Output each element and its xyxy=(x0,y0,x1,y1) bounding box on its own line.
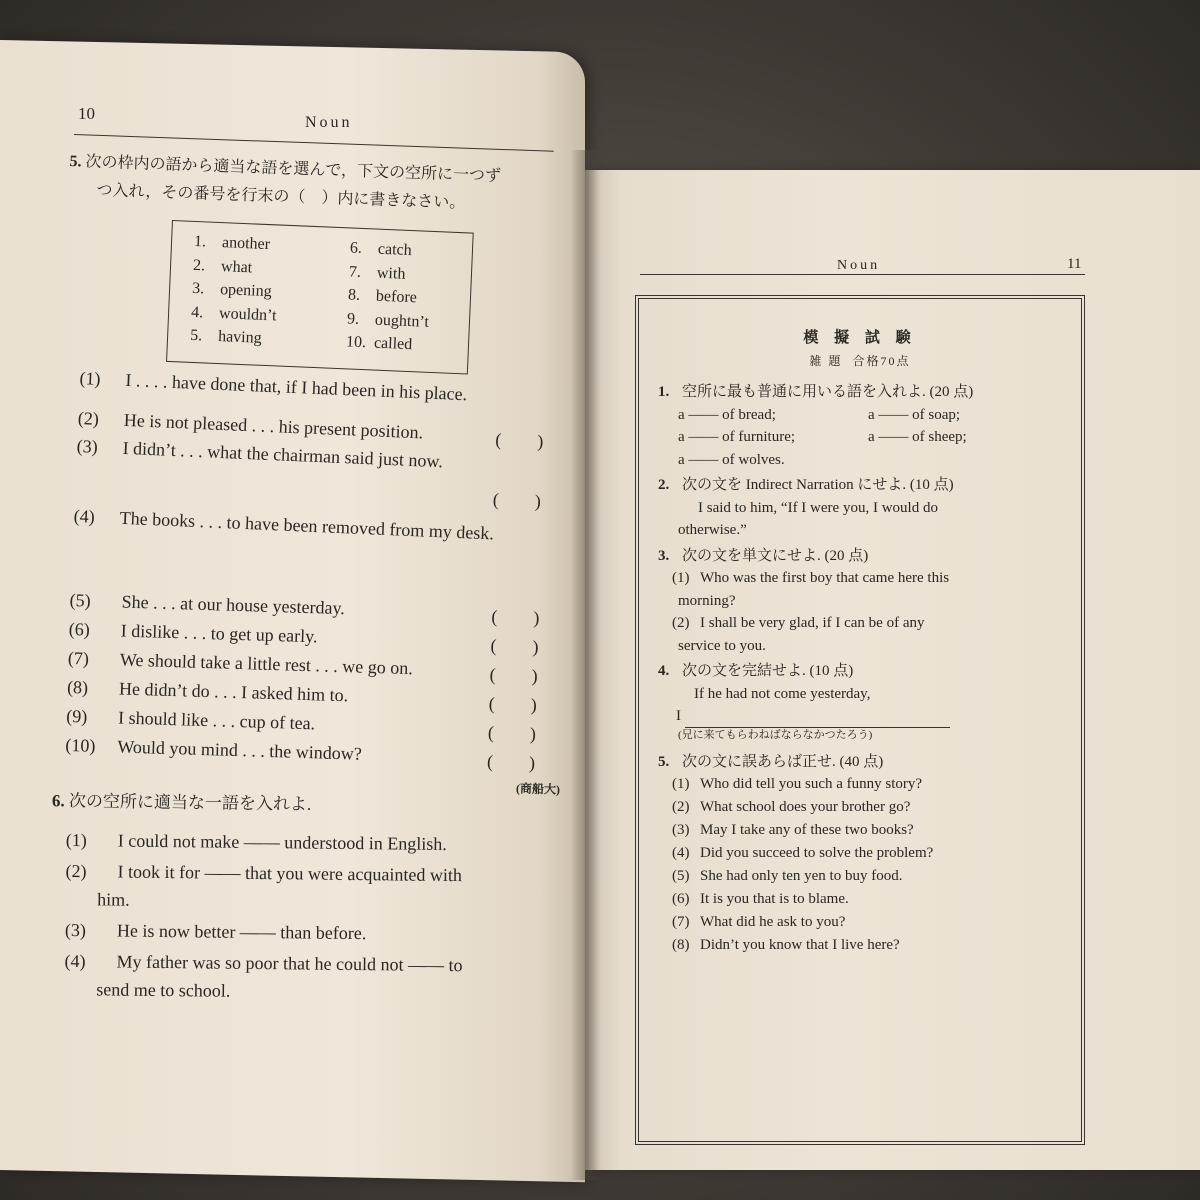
word-item: 9. oughtn’t xyxy=(346,309,430,331)
exercise-item: (1) I . . . . have done that, if I had been in his place. xyxy=(79,368,468,405)
word-column xyxy=(190,230,280,351)
blank-grid xyxy=(658,404,1068,472)
right-page xyxy=(585,170,1200,1170)
header-rule xyxy=(74,134,554,152)
running-head: Noun xyxy=(837,258,881,273)
left-page xyxy=(0,0,585,1130)
blank-item: a —— of bread; xyxy=(678,406,776,423)
word-item: 1. another xyxy=(193,232,271,254)
sub-item: (2) What school does your brother go? xyxy=(672,799,911,815)
answer-paren: ( ) xyxy=(487,722,537,744)
exam-content xyxy=(658,381,1068,957)
answer-paren: ( ) xyxy=(490,635,539,657)
running-head: Noun xyxy=(305,114,353,131)
hint-text: (兄に来てもらわねばならなかつたろう) xyxy=(678,729,873,741)
word-item: 5. having xyxy=(189,326,263,347)
exam-question-1: 1. 空所に最も普通に用いる語を入れよ. (20 点) xyxy=(658,384,974,400)
sub-item: (2) I shall be very glad, if I can be of any service to you. xyxy=(672,615,925,654)
word-item: 2. what xyxy=(192,256,253,276)
header-rule xyxy=(640,274,1085,275)
exercise-item: (5) She . . . at our house yesterday. ( ) xyxy=(69,590,540,628)
exercise-item: (1) I could not make —— understood in English. xyxy=(65,829,447,854)
exam-question-3: 3. 次の文を単文にせよ. (20 点) xyxy=(658,547,869,564)
answer-paren: ( ) xyxy=(489,664,538,686)
answer-paren: ( ) xyxy=(488,693,538,715)
page-number: 11 xyxy=(1067,256,1082,272)
blank-item: a —— of wolves. xyxy=(678,451,785,468)
exercise-item: (2) I took it for —— that you were acquainted with him. xyxy=(65,860,463,910)
word-item: 10. called xyxy=(345,333,413,354)
instruction-line: 次の空所に適当な一語を入れよ. xyxy=(68,791,312,814)
exam-subtitle: 雑 題 合格70点 xyxy=(809,354,911,368)
correction-list xyxy=(658,773,1068,957)
sub-item: (4) Did you succeed to solve the problem? xyxy=(672,845,934,861)
blank-item: a —— of soap; xyxy=(868,406,961,423)
exercise-item: (3) I didn’t . . . what the chairman said just now. xyxy=(76,435,444,472)
blank-item: a —— of furniture; xyxy=(678,429,796,445)
question-number: 5. xyxy=(69,152,82,171)
exam-title: 模 擬 試 験 xyxy=(803,330,917,346)
exercise-item: (6) I dislike . . . to get up early. ( ) xyxy=(68,618,539,657)
word-item: 7. with xyxy=(348,262,406,283)
page-number: 10 xyxy=(78,104,95,123)
sentence-line: otherwise.” xyxy=(678,522,747,538)
sentence-line: I said to him, “If I were you, I would do xyxy=(698,499,938,516)
source-note: (商船大) xyxy=(515,781,561,797)
sentence-line: If he had not come yesterday, xyxy=(694,685,871,702)
word-item: 3. opening xyxy=(191,279,272,301)
sub-item: (8) Didn’t you know that I live here? xyxy=(672,937,900,953)
exam-question-2: 2. 次の文を Indirect Narration にせよ. (10 点) xyxy=(658,477,954,493)
completion-line: I xyxy=(658,705,1068,727)
instruction-line: 次の枠内の語から適当な語を選んで，下文の空所に一つず xyxy=(85,153,502,186)
word-item: 4. wouldn’t xyxy=(190,303,277,324)
exercise-list-top xyxy=(73,368,570,556)
exercise-item: (9) I should like . . . cup of tea. ( ) xyxy=(65,705,537,744)
question-6-list xyxy=(64,826,566,1011)
exercise-item: (4) The books . . . to have been removed from my desk. xyxy=(73,505,495,544)
exercise-item: (7) We should take a little rest . . . we go on. ( ) xyxy=(67,647,538,686)
question-6-instruction xyxy=(52,786,312,815)
exercise-item: (10) Would you mind . . . the window? ( ) xyxy=(65,734,536,773)
blank-item: a —— of sheep; xyxy=(868,429,967,445)
exercise-item: (8) He didn’t do . . . I asked him to. ( ) xyxy=(66,676,538,715)
exercise-item: (4) My father was so poor that he could not —— to send me to school. xyxy=(64,950,463,1001)
word-choice-box xyxy=(166,220,474,375)
exercise-item: (2) He is not pleased . . . his present position. ( ) xyxy=(77,407,544,452)
mock-exam-box xyxy=(635,295,1085,1145)
sub-item: (3) May I take any of these two books? xyxy=(672,822,914,838)
exercise-item: (3) He is now better —— than before. xyxy=(64,919,367,944)
answer-paren: ( ) xyxy=(491,606,540,628)
word-item: 6. catch xyxy=(349,239,413,260)
question-5-instruction xyxy=(68,148,570,221)
question-number: 6. xyxy=(51,791,65,811)
exam-question-5: 5. 次の文に誤あらば正せ. (40 点) xyxy=(658,753,884,770)
exercise-list-bottom xyxy=(65,590,560,778)
sub-item: (1) Who did tell you such a funny story? xyxy=(672,776,923,792)
answer-underline xyxy=(685,727,950,728)
sub-item: (1) Who was the first boy that came here this morning? xyxy=(672,570,950,609)
sub-item: (6) It is you that is to blame. xyxy=(672,891,849,907)
exam-question-4: 4. 次の文を完結せよ. (10 点) xyxy=(658,663,854,679)
word-item: 8. before xyxy=(347,286,418,307)
instruction-line: つ入れ，その番号を行末の（ ）内に書きなさい。 xyxy=(96,181,466,212)
sub-item: (5) She had only ten yen to buy food. xyxy=(672,868,903,884)
word-column xyxy=(346,236,433,357)
answer-paren: ( ) xyxy=(492,489,542,512)
sub-item: (7) What did he ask to you? xyxy=(672,914,846,930)
answer-paren: ( ) xyxy=(494,429,544,452)
answer-paren: ( ) xyxy=(486,751,536,773)
